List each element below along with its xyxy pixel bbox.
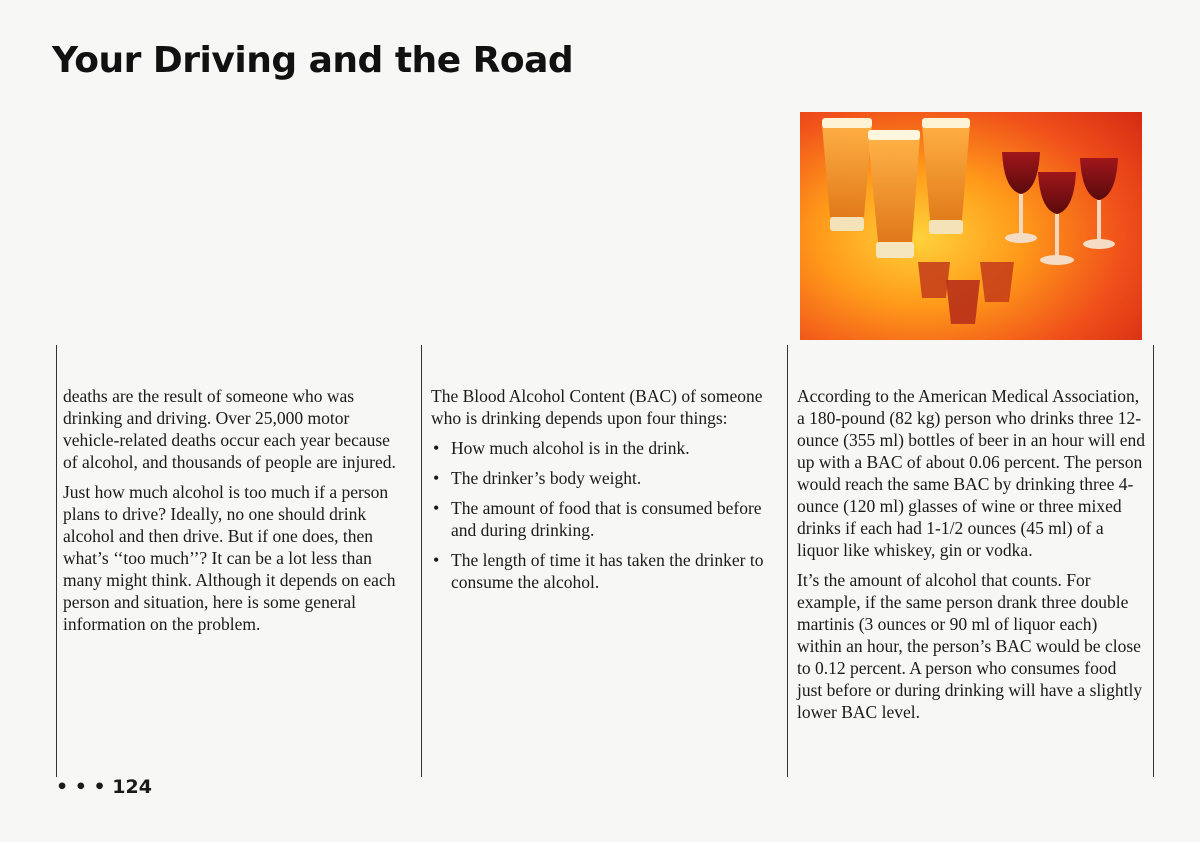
column-rule-3	[787, 345, 788, 777]
page-number-value: 124	[112, 776, 152, 798]
col3-paragraph-2: It’s the amount of alcohol that counts. For example, if the same person drank three double martinis (3 ounces or 90 ml of liquor each) within an hour, the person’s BAC would be close to 0.12 percent. A person who consumes food just before or during drinking will have a slightly lower BAC level.	[797, 570, 1143, 722]
page-dots: • • •	[56, 776, 106, 798]
bac-factor-item: • The amount of food that is consumed before and during drinking.	[431, 497, 776, 541]
column-rule-4	[1153, 345, 1154, 777]
alcoholic-drinks-photo	[800, 112, 1142, 340]
page-number	[56, 776, 152, 798]
bac-factor-item: • The length of time it has taken the drinker to consume the alcohol.	[431, 549, 776, 593]
column-rule-2	[421, 345, 422, 777]
column-2	[431, 385, 776, 601]
column-rule-1	[56, 345, 57, 777]
column-3	[797, 385, 1145, 731]
bac-factor-item: • How much alcohol is in the drink.	[431, 437, 776, 459]
col1-paragraph-2: Just how much alcohol is too much if a person plans to drive? Ideally, no one should drink alcohol and then drive. But if one does, then what’s ‘‘too much’’? It can be a lot less than many might think. Although it depends on each person and situation, here is some general information on the problem.	[63, 482, 396, 634]
col3-paragraph-1: According to the American Medical Association, a 180-pound (82 kg) person who drinks three 12-ounce (355 ml) bottles of beer in an hour will end up with a BAC of about 0.06 percent. The person would reach the same BAC by drinking three 4-ounce (120 ml) glasses of wine or three mixed drinks if each had 1-1/2 ounces (45 ml) of a liquor like whiskey, gin or vodka.	[797, 386, 1145, 560]
col1-paragraph-1: deaths are the result of someone who was drinking and driving. Over 25,000 motor vehicle-related deaths occur each year because of alcohol, and thousands of people are injured.	[63, 386, 396, 472]
bac-factors-list	[431, 437, 776, 593]
column-1	[63, 385, 408, 643]
col2-intro: The Blood Alcohol Content (BAC) of someone who is drinking depends upon four things:	[431, 386, 763, 428]
bac-factor-item: • The drinker’s body weight.	[431, 467, 776, 489]
page-heading: Your Driving and the Road	[52, 40, 574, 81]
